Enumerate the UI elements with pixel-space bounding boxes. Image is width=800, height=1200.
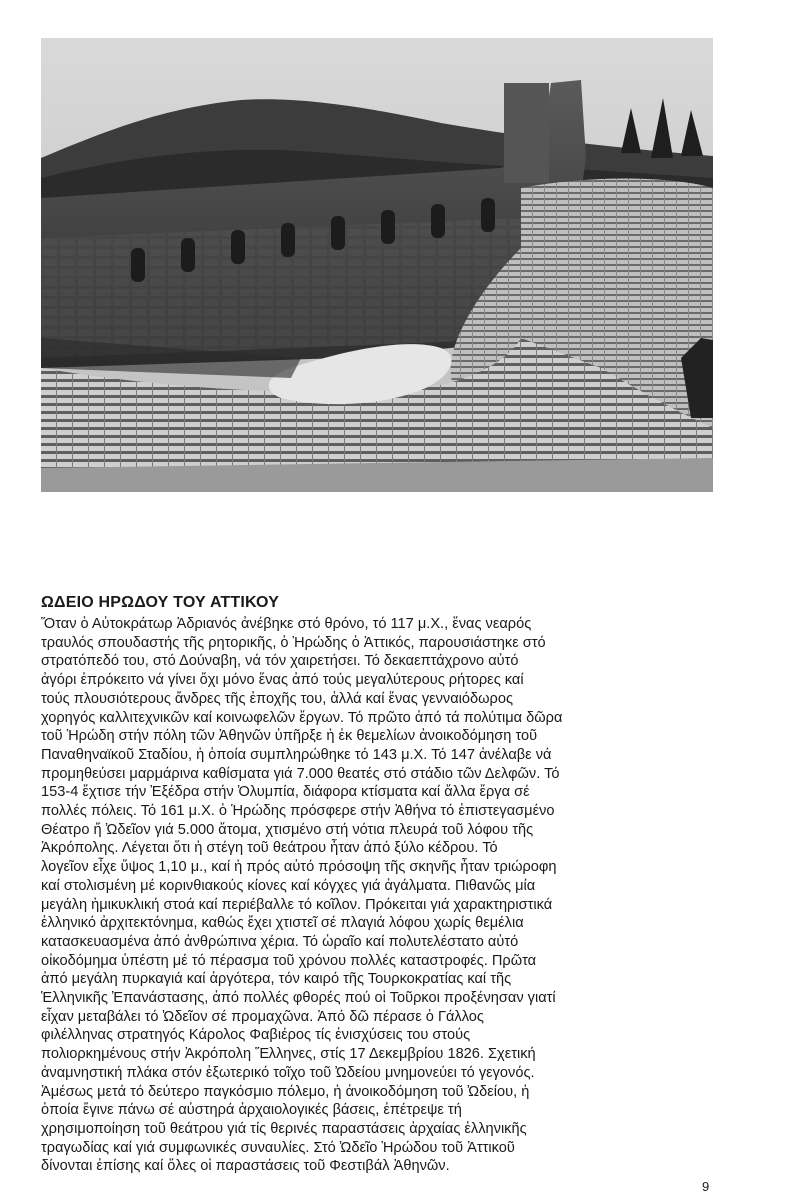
theatre-photo <box>41 38 713 492</box>
body-line: ἀπό μεγάλη πυρκαγιά καί ἀργότερα, τόν καιρό τῆς Τουρκοκρατίας καί τῆς <box>41 971 512 988</box>
body-line: Ἑλληνικῆς Ἐπανάστασης, ἀπό πολλές φθορές πού οἱ Τοῦρκοι προξένησαν γιατί <box>41 990 556 1007</box>
body-line: πολλές πόλεις. Τό 161 μ.Χ. ὁ Ἡρώδης πρόσφερε στήν Ἀθήνα τό ἐπιστεγασμένο <box>41 803 555 820</box>
body-line: οἰκοδόμημα ὑπέστη μέ τό πέρασμα τοῦ χρόνου πολλές καταστροφές. Πρῶτα <box>41 952 537 969</box>
body-line: εἶχαν μεταβάλει τό Ὠδεῖον σέ προμαχῶνα. Ἀπό δῶ πέρασε ὁ Γάλλος <box>41 1008 484 1025</box>
body-line: δίνονται ἐπίσης καί ὅλες οἱ παραστάσεις τοῦ Φεστιβάλ Ἀθηνῶν. <box>41 1158 450 1175</box>
body-line: τραγωδίας καί γιά συμφωνικές συναυλίες. Στό Ὠδεῖο Ἡρώδου τοῦ Ἀττικοῦ <box>41 1139 515 1156</box>
body-line: Ἀκρόπολης. Λέγεται ὅτι ἡ στέγη τοῦ θεάτρου ἦταν ἀπό ξύλο κέδρου. Τό <box>41 840 498 857</box>
body-line: ἀναμνηστική πλάκα στόν ἐξωτερικό τοῖχο τοῦ Ὠδείου μνημονεύει τό γεγονός. <box>41 1064 535 1081</box>
body-line: 153-4 ἔχτισε τήν Ἐξέδρα στήν Ὀλυμπία, διάφορα κτίσματα καί ἄλλα ἔργα σέ <box>41 784 530 801</box>
odeon-photograph <box>41 38 713 492</box>
body-line: πολιορκημένους στήν Ἀκρόπολη Ἕλληνες, στίς 17 Δεκεμβρίου 1826. Σχετική <box>41 1046 536 1063</box>
article-body <box>41 615 717 1176</box>
body-line: χορηγός καλλιτεχνικῶν καί κοινωφελῶν ἔργων. Τό πρῶτο ἀπό τά πολύτιμα δῶρα <box>41 709 563 726</box>
body-line: τοῦ Ἡρώδη στήν πόλη τῶν Ἀθηνῶν ὑπῆρξε ἡ ἐκ θεμελίων ἀνοικοδόμηση τοῦ <box>41 728 538 745</box>
body-line: χρησιμοποίηση τοῦ θεάτρου γιά τίς θερινές παραστάσεις ἀρχαίας ἑλληνικῆς <box>41 1120 527 1137</box>
body-line: Ὅταν ὁ Αὐτοκράτωρ Ἀδριανός ἀνέβηκε στό θρόνο, τό 117 μ.Χ., ἕνας νεαρός <box>41 616 532 632</box>
body-line: μεγάλη ἡμικυκλική στοά καί περιέβαλλε τό κοῖλον. Πρόκειται γιά χαρακτηριστικά <box>41 896 553 913</box>
body-line: κατασκευασμένα ἀπό ἀνθρώπινα χέρια. Τό ὡραῖο καί πολυτελέστατο αὐτό <box>41 933 519 950</box>
body-line: Παναθηναϊκοῦ Σταδίου, ἡ ὁποία συμπληρώθηκε τό 143 μ.Χ. Τό 147 ἀνέλαβε νά <box>41 746 552 763</box>
body-line: στρατόπεδό του, στό Δούναβη, νά τόν χαιρετήσει. Τό δεκαεπτάχρονο αὐτό <box>41 653 519 670</box>
body-line: Θέατρο ἤ Ὠδεῖον γιά 5.000 ἄτομα, χτισμένο στή νότια πλευρά τοῦ λόφου τῆς <box>41 821 534 838</box>
body-line: φιλέλληνας στρατηγός Κάρολος Φαβιέρος τίς ἐνισχύσεις του στούς <box>41 1027 471 1044</box>
body-line: τούς πλουσιότερους ἄνδρες τῆς ἐποχῆς του, ἀλλά καί ἕνας γενναιόδωρος <box>41 690 513 707</box>
body-line: ὁποία ἔγινε πάνω σέ αὐστηρά ἀρχαιολογικές βάσεις, ἐπέτρεψε τή <box>41 1102 462 1119</box>
body-line: ἀγόρι ἐπρόκειτο νά γίνει ὄχι μόνο ἕνας ἀπό τούς μεγαλύτερους ρήτορες καί <box>41 672 524 689</box>
body-line: Ἀμέσως μετά τό δεύτερο παγκόσμιο πόλεμο, ἡ ἀνοικοδόμηση τοῦ Ὠδείου, ἡ <box>41 1083 530 1100</box>
body-line: καί στολισμένη μέ κορινθιακούς κίονες καί κόγχες γιά ἀγάλματα. Πιθανῶς μία <box>41 877 536 894</box>
body-line: λογεῖον εἶχε ὕψος 1,10 μ., καί ἡ πρός αὐτό πρόσοψη τῆς σκηνῆς ἦταν τριώροφη <box>41 859 557 876</box>
article-title: ΩΔΕΙΟ ΗΡΩΔΟΥ ΤΟΥ ΑΤΤΙΚΟΥ <box>41 594 280 611</box>
body-line: προμηθεύσει μαρμάρινα καθίσματα γιά 7.000 θεατές στό στάδιο τῶν Δελφῶν. Τό <box>41 765 560 782</box>
body-line: τραυλός σπουδαστής τῆς ρητορικῆς, ὁ Ἡρώδης ὁ Ἀττικός, παρουσιάστηκε στό <box>41 634 546 651</box>
body-line: ἑλληνικό ἀρχιτεκτόνημα, καθώς ἔχει χτιστεῖ σέ πλαγιά λόφου χωρίς θεμέλια <box>41 915 524 932</box>
page-number: 9 <box>702 1179 710 1194</box>
